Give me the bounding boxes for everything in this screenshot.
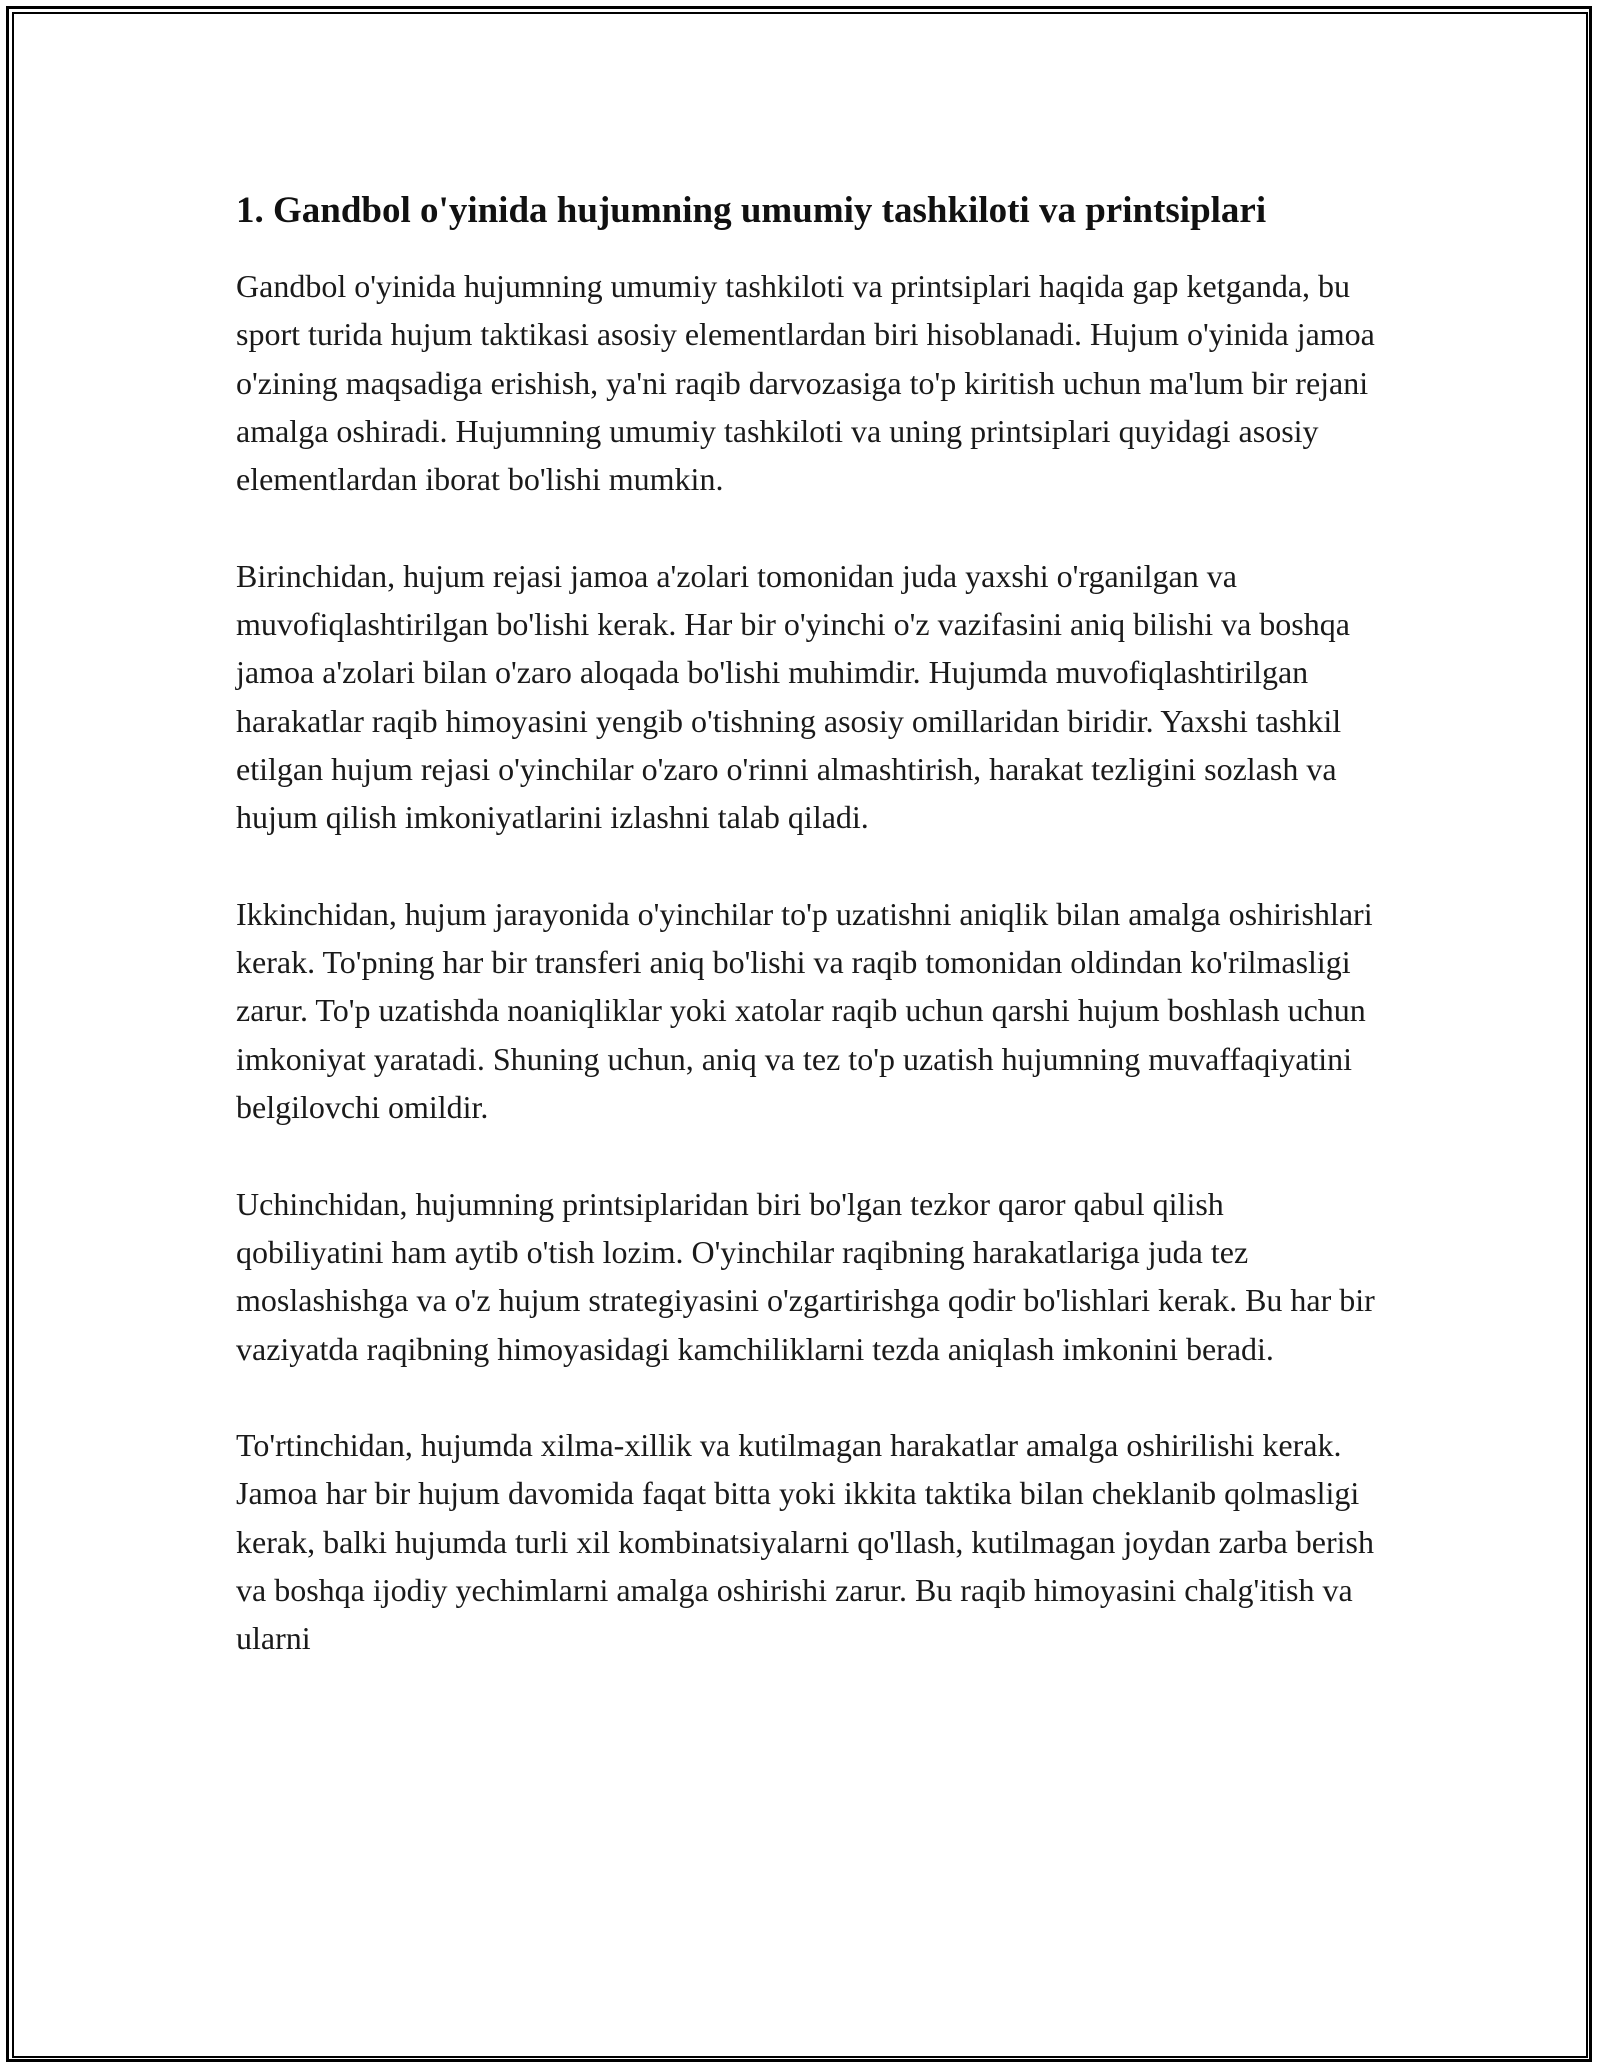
document-title: 1. Gandbol o'yinida hujumning umumiy tashkiloti va printsiplari (236, 190, 1267, 231)
paragraph-first: Birinchidan, hujum rejasi jamoa a'zolari tomonidan juda yaxshi o'rganilgan va muvofiqlashtirilgan bo'lishi kerak. Har bir o'yinchi o'z vazifasini aniq bilishi va boshqa jamoa a'zolari bilan o'zaro aloqada bo'lishi muhimdir. Hujumda muvofiqlashtirilgan harakatlar raqib himoyasini yengib o'tishning asosiy omillaridan biridir. Yaxshi tashkil etilgan hujum rejasi o'yinchilar o'zaro o'rinni almashtirish, harakat tezligini sozlash va hujum qilish imkoniyatlarini izlashni talab qiladi. (236, 557, 1350, 836)
paragraph-intro: Gandbol o'yinida hujumning umumiy tashkiloti va printsiplari haqida gap ketganda, bu sport turida hujum taktikasi asosiy elementlardan biri hisoblanadi. Hujum o'yinida jamoa o'zining maqsadiga erishish, ya'ni raqib darvozasiga to'p kiritish uchun ma'lum bir rejani amalga oshiradi. Hujumning umumiy tashkiloti va uning printsiplari quyidagi asosiy elementlardan iborat bo'lishi mumkin. (236, 268, 1375, 498)
document-body (236, 186, 1376, 1711)
paragraph-third: Uchinchidan, hujumning printsiplaridan biri bo'lgan tezkor qaror qabul qilish qobiliyatini ham aytib o'tish lozim. O'yinchilar raqibning harakatlariga juda tez moslashishga va o'z hujum strategiyasini o'zgartirishga qodir bo'lishlari kerak. Bu har bir vaziyatda raqibning himoyasidagi kamchiliklarni tezda aniqlash imkonini beradi. (236, 1185, 1375, 1367)
paragraph-second: Ikkinchidan, hujum jarayonida o'yinchilar to'p uzatishni aniqlik bilan amalga oshirishlari kerak. To'pning har bir transferi aniq bo'lishi va raqib tomonidan oldindan ko'rilmasligi zarur. To'p uzatishda noaniqliklar yoki xatolar raqib uchun qarshi hujum boshlash uchun imkoniyat yaratadi. Shuning uchun, aniq va tez to'p uzatish hujumning muvaffaqiyatini belgilovchi omildir. (236, 895, 1373, 1126)
paragraph-fourth: To'rtinchidan, hujumda xilma-xillik va kutilmagan harakatlar amalga oshirilishi kerak. Jamoa har bir hujum davomida faqat bitta yoki ikkita taktika bilan cheklanib qolmasligi kerak, balki hujumda turli xil kombinatsiyalarni qo'llash, kutilmagan joydan zarba berish va boshqa ijodiy yechimlarni amalga oshirishi zarur. Bu raqib himoyasini chalg'itish va ularni (236, 1427, 1374, 1657)
